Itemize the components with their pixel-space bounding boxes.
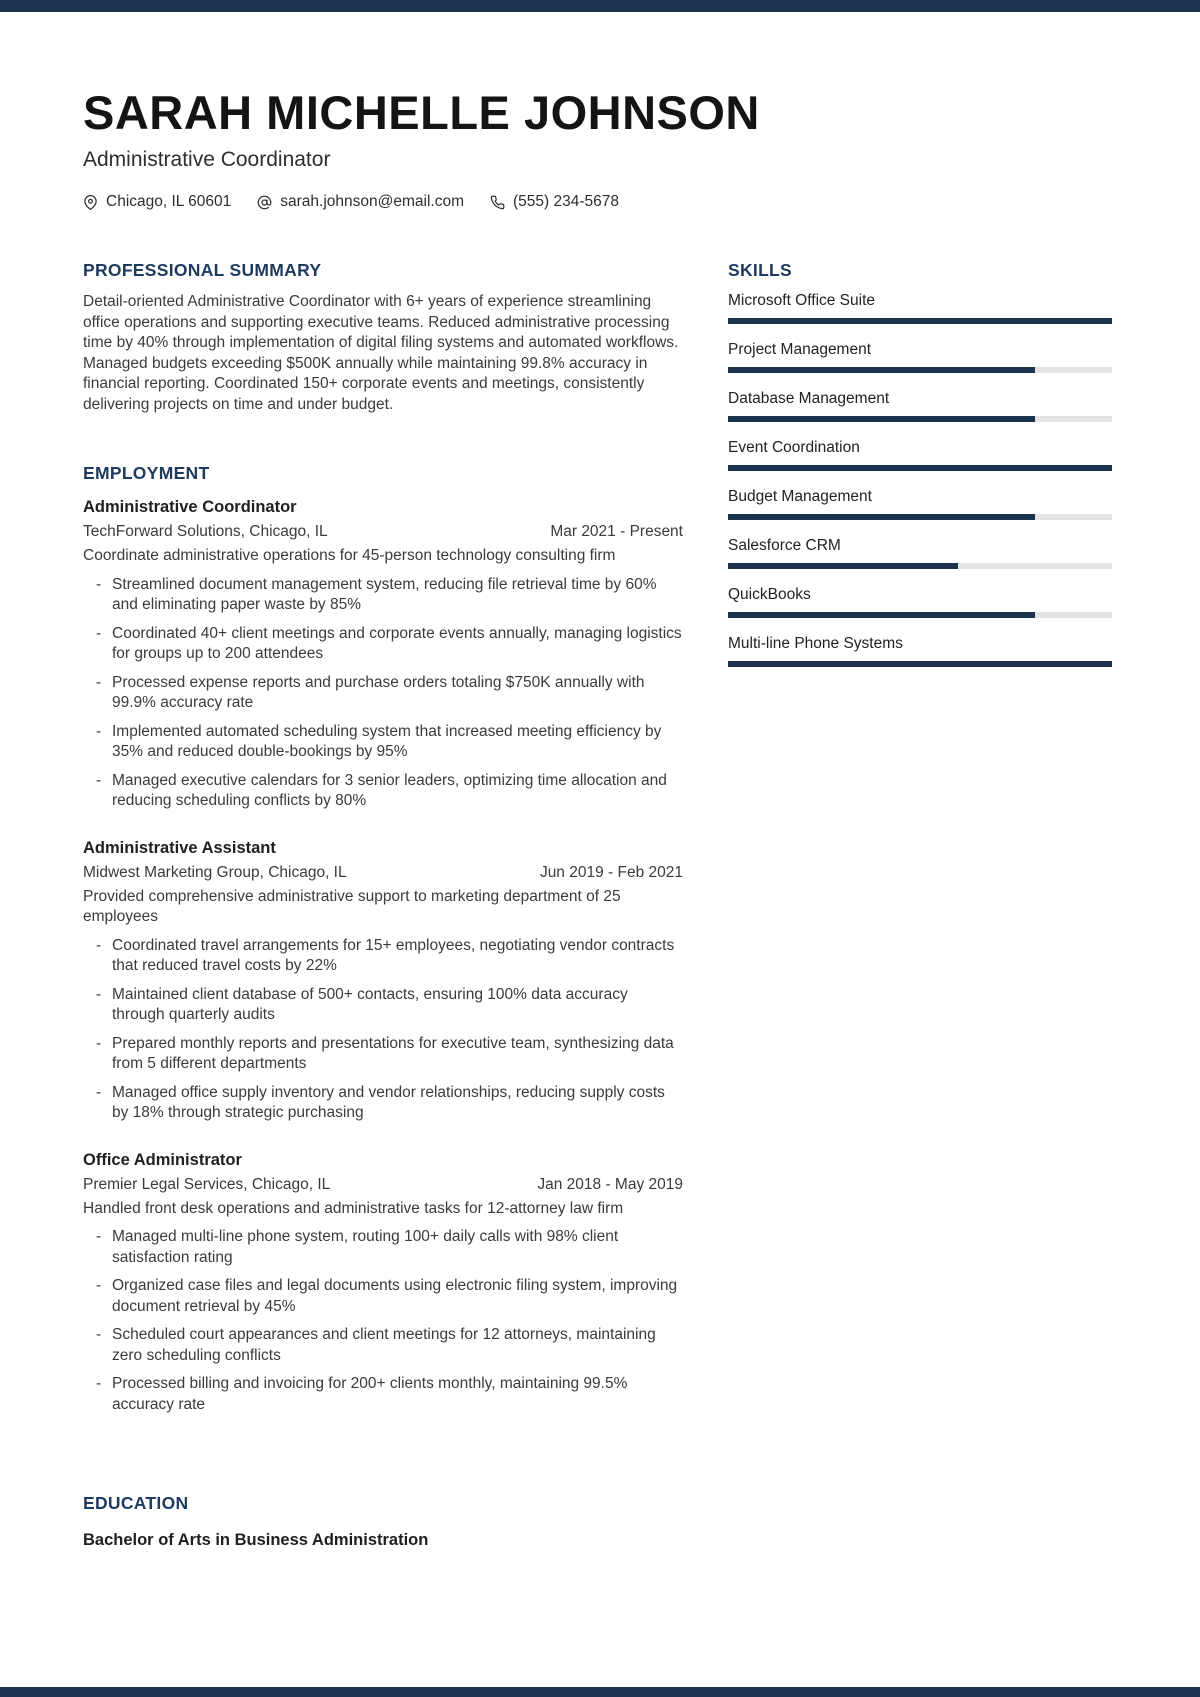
employment-section — [83, 463, 683, 1415]
skill-item — [728, 634, 1112, 667]
job-meta-row — [83, 523, 683, 541]
professional-summary-text: Detail-oriented Administrative Coordinator with 6+ years of experience streamlining office operations and supporting executive teams. Reduced administrative processing time by 40% through implementation of digital filing systems and automated workflows. Managed budgets exceeding $500K annually while maintaining 99.8% accuracy in financial reporting. Coordinated 150+ corporate events and meetings, consistently delivering projects on time and under budget. — [83, 293, 679, 413]
job-bullet: - Managed executive calendars for 3 senior leaders, optimizing time allocation and reducing scheduling conflicts by 80% — [83, 771, 683, 812]
skill-bar-fill — [728, 318, 1112, 324]
job-intro: Handled front desk operations and administrative tasks for 12-attorney law firm — [83, 1199, 624, 1217]
skill-bar-track — [728, 661, 1112, 667]
job-role: Administrative Coordinator — [83, 498, 297, 517]
job-entry — [83, 839, 683, 1124]
skill-name: Database Management — [728, 390, 890, 408]
skill-item — [728, 291, 1112, 324]
two-column-layout — [83, 260, 1112, 1550]
skill-item — [728, 438, 1112, 471]
phone-icon — [490, 195, 505, 210]
left-column — [83, 260, 683, 1550]
contact-email — [257, 193, 464, 211]
skill-item — [728, 536, 1112, 569]
job-dates: Jun 2019 - Feb 2021 — [539, 863, 683, 881]
job-entry — [83, 498, 683, 812]
skill-name: Multi-line Phone Systems — [728, 635, 903, 653]
job-bullet: - Scheduled court appearances and client meetings for 12 attorneys, maintaining zero scheduling conflicts — [83, 1325, 683, 1366]
skill-bar-track — [728, 514, 1112, 520]
skill-bar-track — [728, 465, 1112, 471]
job-bullet: - Coordinated travel arrangements for 15+ employees, negotiating vendor contracts that reduced travel costs by 22% — [83, 936, 683, 977]
skill-bar-fill — [728, 416, 1035, 422]
contact-location-text: Chicago, IL 60601 — [106, 193, 232, 211]
skill-name: Event Coordination — [728, 439, 860, 457]
skill-bar-track — [728, 318, 1112, 324]
skill-name: Salesforce CRM — [728, 537, 841, 555]
job-bullet-list — [83, 575, 683, 812]
skill-item — [728, 389, 1112, 422]
job-bullet: - Prepared monthly reports and presentations for executive team, synthesizing data from 5 different departments — [83, 1034, 683, 1075]
skill-name: Microsoft Office Suite — [728, 292, 876, 310]
person-job-title: Administrative Coordinator — [83, 148, 331, 172]
job-dates: Mar 2021 - Present — [550, 523, 683, 541]
job-intro: Provided comprehensive administrative support to marketing department of 25 employees — [83, 887, 621, 926]
job-company: Midwest Marketing Group, Chicago, IL — [83, 863, 347, 881]
skill-bar-fill — [728, 367, 1035, 373]
skill-bar-track — [728, 612, 1112, 618]
skill-bar-track — [728, 563, 1112, 569]
skill-bar-fill — [728, 514, 1035, 520]
education-section — [83, 1493, 683, 1550]
job-bullet: - Processed billing and invoicing for 200+ clients monthly, maintaining 99.5% accuracy rate — [83, 1374, 683, 1415]
person-name: SARAH MICHELLE JOHNSON — [83, 86, 760, 139]
education-degree: Bachelor of Arts in Business Administration — [83, 1531, 429, 1550]
job-dates: Jan 2018 - May 2019 — [537, 1175, 683, 1193]
job-role: Administrative Assistant — [83, 838, 276, 857]
contact-location — [83, 193, 231, 211]
job-bullet: - Streamlined document management system, reducing file retrieval time by 60% and eliminating paper waste by 85% — [83, 575, 683, 616]
job-intro: Coordinate administrative operations for 45-person technology consulting firm — [83, 547, 616, 565]
top-accent-band — [0, 0, 1200, 12]
location-pin-icon — [83, 195, 98, 210]
at-sign-icon — [257, 195, 272, 210]
skill-bar-fill — [728, 661, 1112, 667]
job-meta-row — [83, 864, 683, 882]
skill-name: QuickBooks — [728, 586, 811, 604]
skill-bar-fill — [728, 612, 1035, 618]
skill-bar-track — [728, 367, 1112, 373]
professional-summary-heading: PROFESSIONAL SUMMARY — [83, 260, 322, 281]
job-entry — [83, 1151, 683, 1416]
job-bullet: - Processed expense reports and purchase orders totaling $750K annually with 99.9% accuracy rate — [83, 673, 683, 714]
contact-row — [83, 193, 1112, 211]
skill-bar-fill — [728, 563, 958, 569]
skill-bar-track — [728, 416, 1112, 422]
skill-item — [728, 585, 1112, 618]
resume-header — [83, 0, 1112, 211]
job-bullet: - Maintained client database of 500+ contacts, ensuring 100% data accuracy through quarterly audits — [83, 985, 683, 1026]
bottom-accent-band — [0, 1687, 1200, 1697]
skill-bar-fill — [728, 465, 1112, 471]
job-bullet: - Managed office supply inventory and vendor relationships, reducing supply costs by 18% through strategic purchasing — [83, 1083, 683, 1124]
job-meta-row — [83, 1176, 683, 1194]
job-company: Premier Legal Services, Chicago, IL — [83, 1175, 331, 1193]
contact-phone-text: (555) 234-5678 — [513, 193, 619, 211]
job-bullet: - Implemented automated scheduling system that increased meeting efficiency by 35% and reduced double-bookings by 95% — [83, 722, 683, 763]
professional-summary-section — [83, 260, 683, 415]
employment-heading: EMPLOYMENT — [83, 463, 210, 484]
job-bullet-list — [83, 1227, 683, 1415]
job-company: TechForward Solutions, Chicago, IL — [83, 523, 328, 541]
skill-item — [728, 487, 1112, 520]
skill-name: Project Management — [728, 341, 872, 359]
job-bullet: - Coordinated 40+ client meetings and corporate events annually, managing logistics for groups up to 200 attendees — [83, 624, 683, 665]
job-bullet: - Organized case files and legal documents using electronic filing system, improving document retrieval by 45% — [83, 1276, 683, 1317]
job-bullet: - Managed multi-line phone system, routing 100+ daily calls with 98% client satisfaction rating — [83, 1227, 683, 1268]
education-heading: EDUCATION — [83, 1493, 189, 1514]
skills-heading: SKILLS — [728, 260, 793, 281]
job-bullet-list — [83, 936, 683, 1124]
skill-name: Budget Management — [728, 488, 872, 506]
contact-email-text: sarah.johnson@email.com — [280, 193, 464, 211]
right-column — [728, 260, 1112, 1550]
skill-item — [728, 340, 1112, 373]
job-role: Office Administrator — [83, 1150, 242, 1169]
contact-phone — [490, 193, 619, 211]
